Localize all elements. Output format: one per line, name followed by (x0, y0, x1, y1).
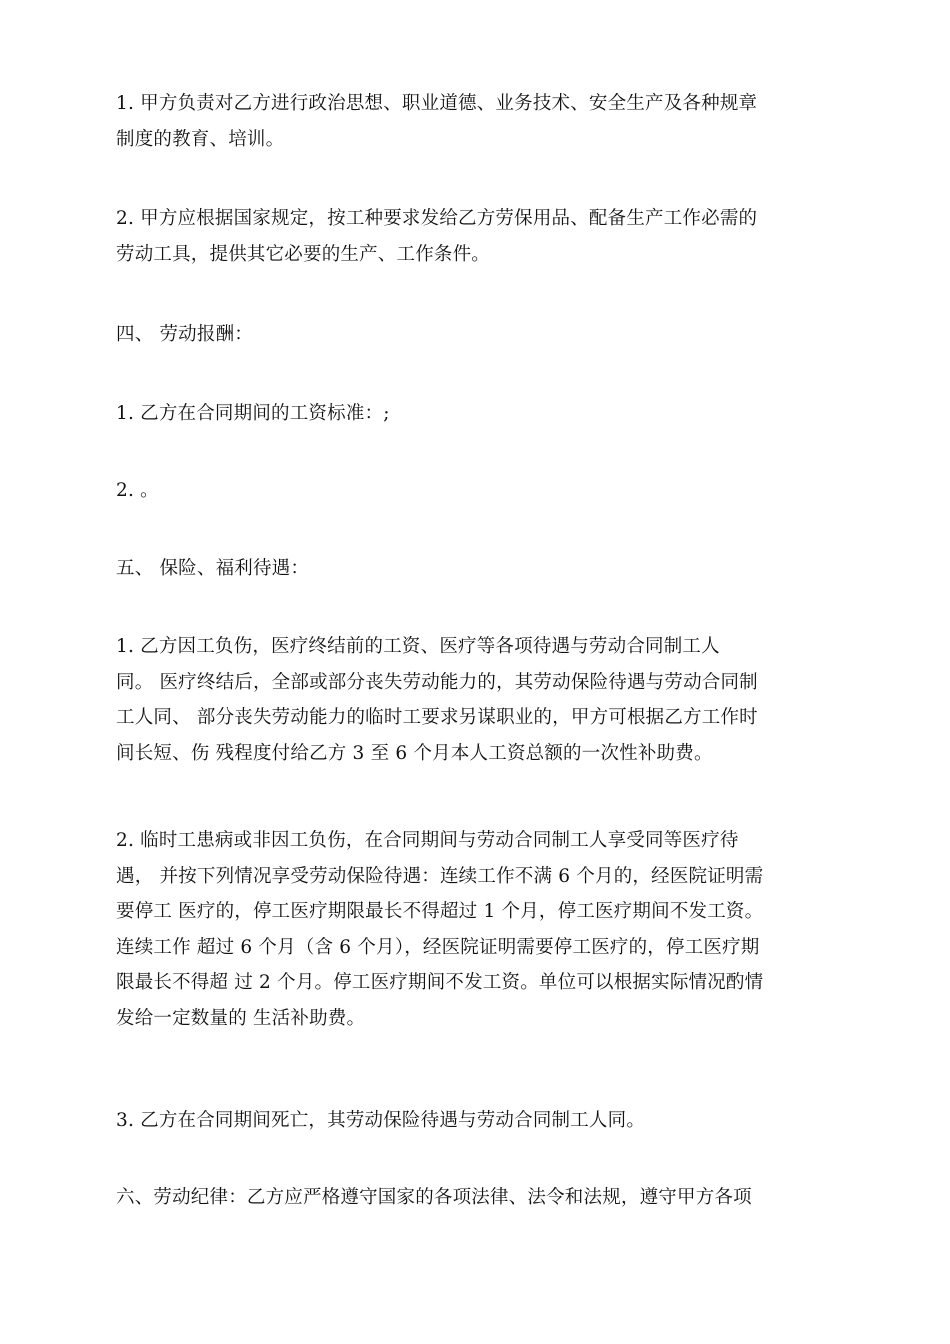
paragraph-insurance-3 (116, 1103, 836, 1139)
paragraph-wage-1 (116, 396, 836, 432)
text-line: 1. 乙方因工负伤，医疗终结前的工资、医疗等各项待遇与劳动合同制工人 (116, 636, 720, 657)
text-line: 劳动工具，提供其它必要的生产、工作条件。 (116, 243, 491, 265)
text-line: 同。 医疗终结后，全部或部分丧失劳动能力的，其劳动保险待遇与劳动合同制 (116, 671, 758, 693)
text-line: 要停工 医疗的，停工医疗期限最长不得超过 1 个月，停工医疗期间不发工资。 (116, 901, 764, 922)
section-heading-5 (116, 551, 836, 587)
paragraph-insurance-2 (116, 823, 836, 1036)
paragraph-1 (116, 86, 836, 157)
text-line: 连续工作 超过 6 个月（含 6 个月），经医院证明需要停工医疗的，停工医疗期 (116, 936, 760, 958)
text-line: 限最长不得超 过 2 个月。停工医疗期间不发工资。单位可以根据实际情况酌情 (116, 972, 764, 993)
text-line: 制度的教育、培训。 (116, 128, 285, 150)
section-heading-6 (116, 1180, 836, 1216)
text-line: 1. 乙方在合同期间的工资标准：; (116, 403, 390, 424)
text-line: 发给一定数量的 生活补助费。 (116, 1007, 366, 1029)
text-line: 六、劳动纪律：乙方应严格遵守国家的各项法律、法令和法规，遵守甲方各项 (116, 1187, 752, 1208)
paragraph-2 (116, 201, 836, 272)
text-line: 遇， 并按下列情况享受劳动保险待遇：连续工作不满 6 个月的，经医院证明需 (116, 865, 764, 887)
text-line: 四、 劳动报酬： (116, 324, 253, 345)
section-heading-4 (116, 317, 836, 353)
text-line: 工人同、 部分丧失劳动能力的临时工要求另谋职业的，甲方可根据乙方工作时 (116, 707, 758, 728)
text-line: 3. 乙方在合同期间死亡，其劳动保险待遇与劳动合同制工人同。 (116, 1110, 646, 1131)
text-line: 2. 临时工患病或非因工负伤，在合同期间与劳动合同制工人享受同等医疗待 (116, 830, 739, 851)
paragraph-wage-2 (116, 473, 836, 509)
text-line: 1. 甲方负责对乙方进行政治思想、职业道德、业务技术、安全生产及各种规章 (116, 93, 758, 114)
paragraph-insurance-1 (116, 629, 836, 771)
text-line: 间长短、伤 残程度付给乙方 3 至 6 个月本人工资总额的一次性补助费。 (116, 742, 713, 764)
text-line: 2. 。 (116, 480, 159, 501)
text-line: 五、 保险、福利待遇： (116, 558, 310, 579)
text-line: 2. 甲方应根据国家规定，按工种要求发给乙方劳保用品、配备生产工作必需的 (116, 208, 758, 229)
